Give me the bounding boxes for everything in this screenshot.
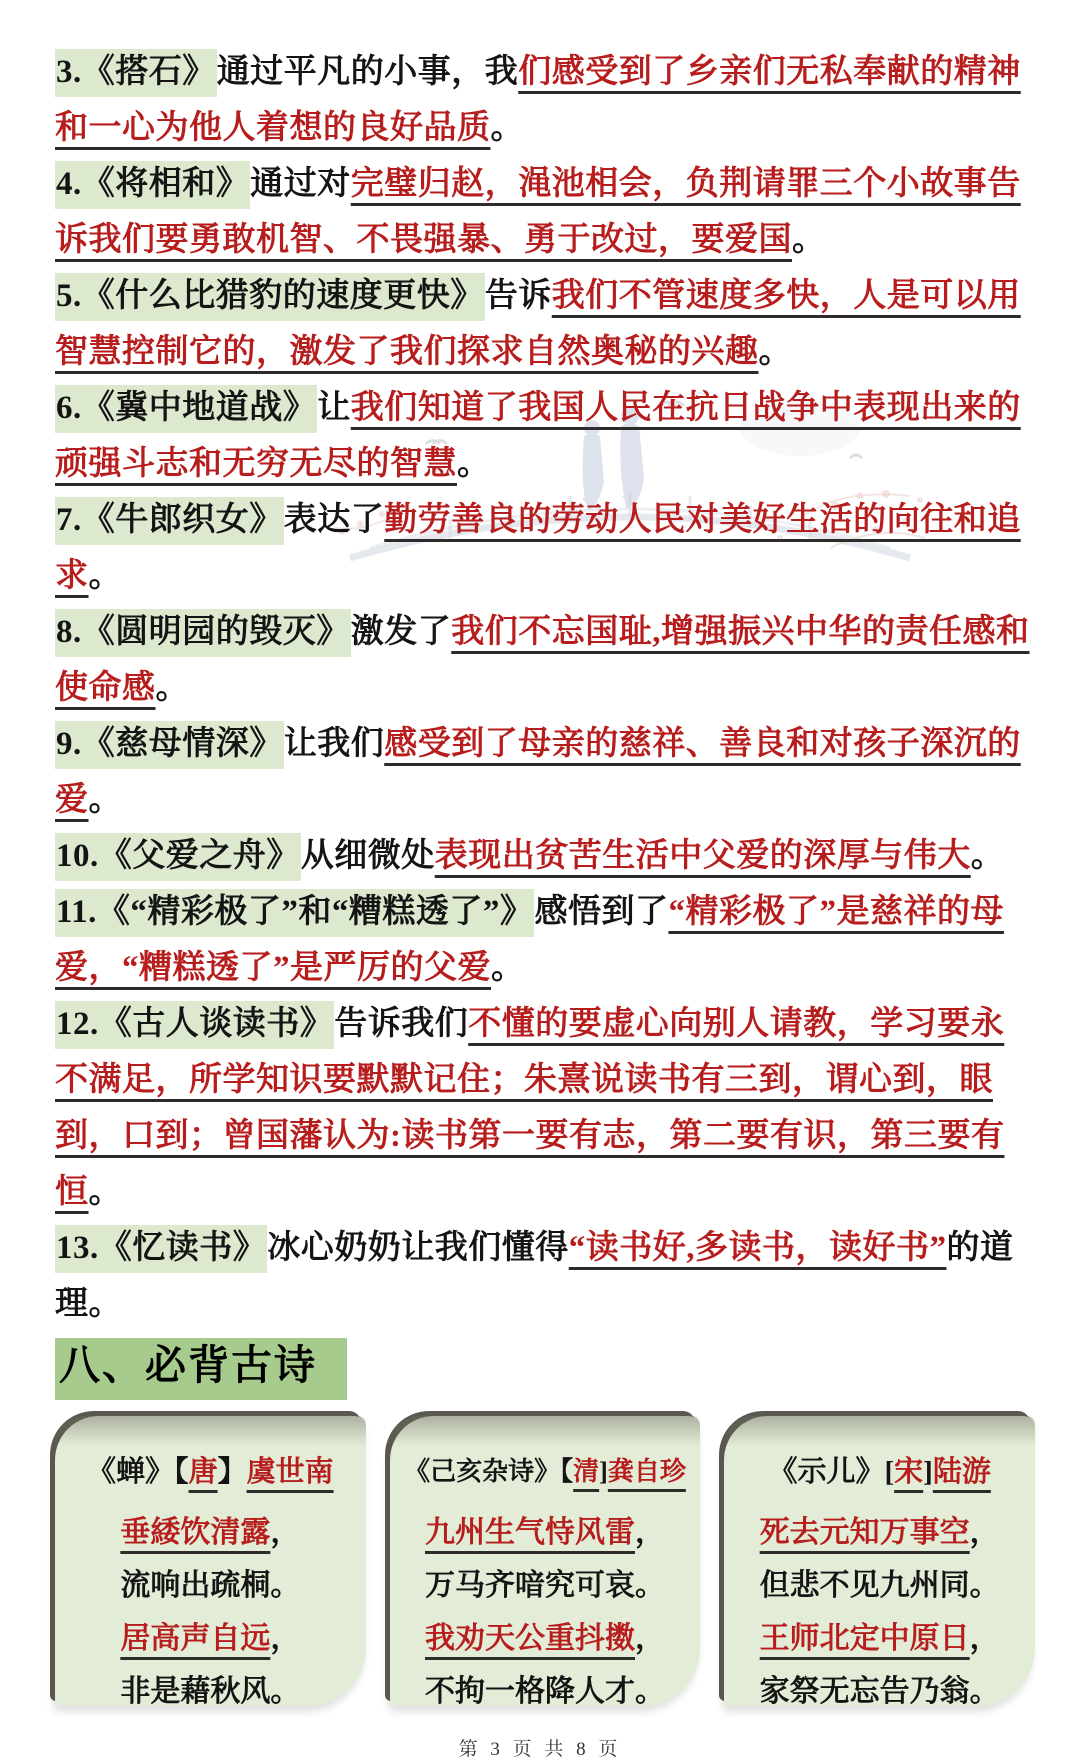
poem-line-red: 垂緌饮清露 <box>120 1516 271 1549</box>
summary-text: 通过平凡的小事，我 <box>216 54 519 90</box>
poem-title <box>728 1450 1031 1494</box>
poem-line <box>390 1612 701 1665</box>
summary-item-5 <box>55 268 1034 380</box>
lesson-title-highlight: 5.《什么比猎豹的速度更快》 <box>55 273 485 321</box>
summary-text: 从细微处 <box>300 838 435 874</box>
lesson-title-highlight: 7.《牛郎织女》 <box>55 497 284 545</box>
poem-line-black: ， <box>635 1516 665 1549</box>
lesson-title-highlight: 10.《父爱之舟》 <box>55 833 301 881</box>
poem-cards-row <box>55 1416 1035 1706</box>
poem-line <box>724 1665 1035 1718</box>
poem-line <box>390 1559 701 1612</box>
summary-text-end: 。 <box>758 334 792 370</box>
summary-text: 表达了 <box>283 502 385 538</box>
poem-author: 虞世南 <box>246 1456 334 1488</box>
poem-line-black: ， <box>270 1622 301 1655</box>
poem-line-black: ， <box>969 1622 1000 1655</box>
summary-item-3 <box>55 44 1034 156</box>
poem-author: 陆游 <box>932 1456 991 1488</box>
poem-line-red: 我劝天公重抖擞 <box>425 1622 635 1655</box>
summary-item-12 <box>55 996 1034 1220</box>
poem-line-black: 家祭无忘告乃翁。 <box>759 1675 1000 1708</box>
key-point-text: “精彩极了”是慈祥的母爱，“糟糕透了”是严厉的父爱 <box>55 894 1004 986</box>
summary-text-end: 。 <box>155 670 189 706</box>
poem-card-shi-er <box>724 1416 1035 1706</box>
poem-line <box>724 1559 1035 1612</box>
poem-line-red: 死去元知万事空 <box>759 1516 970 1549</box>
poem-title <box>394 1450 697 1494</box>
poem-line-red: 居高声自远 <box>120 1622 271 1655</box>
summary-item-10 <box>55 828 1034 884</box>
poem-line-red: 九州生气恃风雷 <box>425 1516 635 1549</box>
poem-line <box>390 1665 701 1718</box>
summary-text: 通过对 <box>250 166 351 202</box>
key-point-text: 我们知道了我国人民在抗日战争中表现出来的顽强斗志和无穷无尽的智慧 <box>55 390 1021 482</box>
poem-author: 龚自珍 <box>607 1457 686 1486</box>
poem-dynasty: 唐 <box>188 1456 218 1488</box>
summary-item-7 <box>55 492 1034 604</box>
poem-dynasty: 清 <box>573 1457 600 1486</box>
summary-text-end: 。 <box>491 950 525 986</box>
summary-text: 告诉我们 <box>334 1006 469 1042</box>
poem-line <box>724 1506 1035 1559</box>
lesson-title-highlight: 6.《冀中地道战》 <box>55 385 317 433</box>
key-point-text: 我们不忘国耻,增强振兴中华的责任感和使命感 <box>55 614 1030 706</box>
poem-line <box>724 1612 1035 1665</box>
key-point-text: 勤劳善良的劳动人民对美好生活的向往和追求 <box>55 502 1021 594</box>
summary-item-9 <box>55 716 1034 828</box>
summary-text-end: 的道理。 <box>55 1230 1014 1322</box>
key-point-text: 完璧归赵，渑池相会，负荆请罪三个小故事告诉我们要勇敢机智、不畏强暴、勇于改过，要爱国 <box>55 166 1021 258</box>
poem-card-jihai-zashi <box>390 1416 701 1706</box>
lesson-title-highlight: 11.《“精彩极了”和“糟糕透了”》 <box>55 889 534 937</box>
lesson-title-highlight: 13.《忆读书》 <box>55 1225 267 1273</box>
section-header-must-memorize-poems: 八、必背古诗 <box>55 1338 347 1400</box>
poem-line-black: 万马齐喑究可哀。 <box>425 1569 665 1602</box>
poem-line <box>390 1506 701 1559</box>
key-point-text: 不懂的要虚心向别人请教，学习要永不满足，所学知识要默默记住；朱熹说读书有三到，谓心到，眼到，口到；曾国藩认为:读书第一要有志，第二要有识，第三要有恒 <box>55 1006 1005 1210</box>
key-point-text: 感受到了母亲的慈祥、善良和对孩子深沉的爱 <box>55 726 1021 818</box>
summary-text: 让我们 <box>283 726 385 762</box>
poem-line <box>55 1612 366 1665</box>
poem-dynasty: 宋 <box>894 1456 924 1488</box>
key-point-text: 我们不管速度多快，人是可以用智慧控制它的，激发了我们探求自然奥秘的兴趣 <box>55 278 1021 370</box>
poem-title-bracket: ] <box>599 1457 608 1486</box>
lesson-title-highlight: 12.《古人谈读书》 <box>55 1001 334 1049</box>
summary-text: 告诉 <box>484 278 552 314</box>
summary-text-end: 。 <box>88 1174 122 1210</box>
poem-line-black: ， <box>969 1516 1000 1549</box>
poem-title-text: 《蝉》【 <box>87 1456 189 1488</box>
poem-line-red: 王师北定中原日 <box>759 1622 970 1655</box>
poem-title-bracket: 】 <box>217 1456 247 1488</box>
key-point-text: 表现出贫苦生活中父爱的深厚与伟大 <box>434 838 971 874</box>
summary-item-6 <box>55 380 1034 492</box>
summary-text: 让 <box>317 390 351 426</box>
poem-card-chan <box>55 1416 366 1706</box>
summary-text: 感悟到了 <box>534 894 669 930</box>
poem-line-black: ， <box>635 1622 665 1655</box>
summary-text-end: 。 <box>490 110 524 146</box>
summary-text-end: 。 <box>88 558 122 594</box>
poem-line-black: 非是藉秋风。 <box>120 1675 301 1708</box>
poem-title-bracket: ] <box>923 1456 933 1488</box>
poem-title-text: 《示儿》[ <box>768 1456 895 1488</box>
summary-item-13 <box>55 1220 1034 1332</box>
summary-text-end: 。 <box>88 782 122 818</box>
summary-text-end: 。 <box>792 222 826 258</box>
lesson-title-highlight: 9.《慈母情深》 <box>55 721 284 769</box>
summary-item-11 <box>55 884 1034 996</box>
page-number: 第 3 页 共 8 页 <box>458 1739 622 1760</box>
key-point-text: 们感受到了乡亲们无私奉献的精神和一心为他人着想的良好品质 <box>55 54 1021 146</box>
poem-line <box>55 1559 366 1612</box>
poem-line-black: 流响出疏桐。 <box>120 1569 301 1602</box>
lesson-title-highlight: 4.《将相和》 <box>55 161 250 209</box>
summary-text-end: 。 <box>970 838 1005 874</box>
summary-item-8 <box>55 604 1034 716</box>
poem-title-text: 《己亥杂诗》【 <box>404 1457 574 1486</box>
summary-text-end: 。 <box>457 446 491 482</box>
poem-title <box>59 1450 362 1494</box>
poem-line <box>55 1665 366 1718</box>
summary-text: 冰心奶奶让我们懂得 <box>267 1230 569 1266</box>
poem-line-black: ， <box>270 1516 301 1549</box>
poem-line <box>55 1506 366 1559</box>
summary-text: 激发了 <box>350 614 452 650</box>
lesson-title-highlight: 3.《搭石》 <box>55 49 217 97</box>
poem-line-black: 但悲不见九州同。 <box>759 1569 1000 1602</box>
lesson-title-highlight: 8.《圆明园的毁灭》 <box>55 609 351 657</box>
key-point-text: “读书好,多读书，读好书” <box>568 1230 947 1266</box>
poem-line-black: 不拘一格降人才。 <box>425 1675 665 1708</box>
summary-item-4 <box>55 156 1034 268</box>
